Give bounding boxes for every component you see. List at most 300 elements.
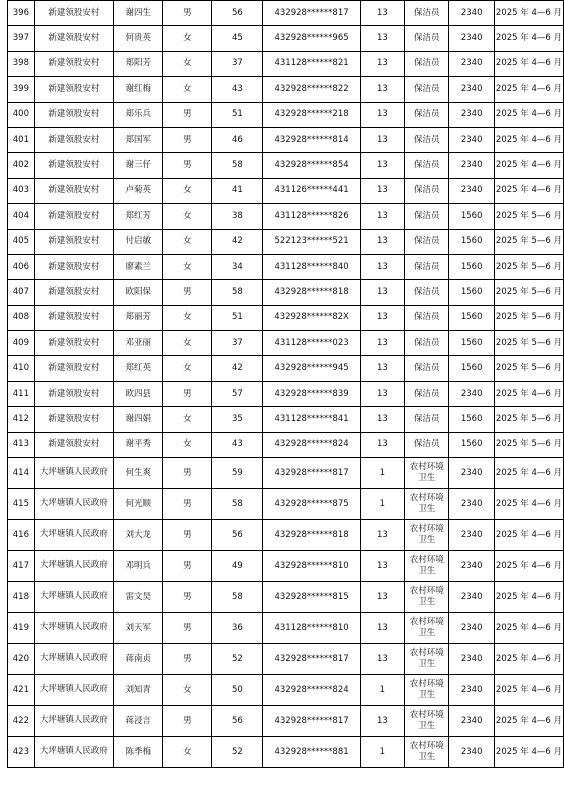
- cell-no: 405: [8, 229, 35, 254]
- cell-unit: 新建领股安村: [34, 305, 113, 330]
- table-row: [8, 489, 564, 520]
- cell-post: 保洁员: [404, 432, 449, 457]
- cell-unit: 新建领股安村: [34, 356, 113, 381]
- cell-name: 何光顺: [114, 489, 163, 520]
- table-row: [8, 102, 564, 127]
- cell-post: 保洁员: [404, 331, 449, 356]
- table-row: [8, 356, 564, 381]
- cell-period: 2025 年 4—6 月: [494, 706, 563, 737]
- cell-period: 2025 年 4—6 月: [494, 153, 563, 178]
- cell-age: 58: [212, 280, 263, 305]
- cell-post: 保洁员: [404, 407, 449, 432]
- cell-period: 2025 年 4—6 月: [494, 178, 563, 203]
- cell-name: 蒋浸言: [114, 706, 163, 737]
- cell-gender: 女: [163, 432, 212, 457]
- cell-gender: 女: [163, 331, 212, 356]
- cell-name: 谢三仔: [114, 153, 163, 178]
- cell-id: 432928******965: [263, 26, 360, 51]
- cell-id: 432928******839: [263, 381, 360, 406]
- cell-period: 2025 年 5—6 月: [494, 254, 563, 279]
- cell-months: 13: [360, 254, 404, 279]
- cell-post: 农村环境卫生: [404, 458, 449, 489]
- cell-post: 保洁员: [404, 280, 449, 305]
- cell-gender: 女: [163, 407, 212, 432]
- cell-id: 432928******824: [263, 675, 360, 706]
- cell-no: 403: [8, 178, 35, 203]
- cell-id: 432928******818: [263, 280, 360, 305]
- cell-amount: 1560: [449, 305, 494, 330]
- cell-period: 2025 年 5—6 月: [494, 407, 563, 432]
- cell-period: 2025 年 4—6 月: [494, 381, 563, 406]
- cell-gender: 女: [163, 204, 212, 229]
- cell-age: 46: [212, 127, 263, 152]
- cell-amount: 1560: [449, 204, 494, 229]
- cell-age: 38: [212, 204, 263, 229]
- cell-amount: 2340: [449, 102, 494, 127]
- cell-no: 410: [8, 356, 35, 381]
- cell-post: 农村环境卫生: [404, 644, 449, 675]
- cell-unit: 新建领股安村: [34, 153, 113, 178]
- cell-months: 13: [360, 102, 404, 127]
- cell-months: 13: [360, 305, 404, 330]
- cell-id: 431128******826: [263, 204, 360, 229]
- cell-period: 2025 年 4—6 月: [494, 613, 563, 644]
- cell-amount: 1560: [449, 407, 494, 432]
- cell-period: 2025 年 4—6 月: [494, 520, 563, 551]
- cell-unit: 大坪塘镇人民政府: [34, 489, 113, 520]
- cell-unit: 大坪塘镇人民政府: [34, 737, 113, 768]
- cell-post: 保洁员: [404, 178, 449, 203]
- subsidy-roster-table: [7, 0, 564, 768]
- cell-no: 407: [8, 280, 35, 305]
- cell-amount: 2340: [449, 178, 494, 203]
- cell-gender: 女: [163, 356, 212, 381]
- cell-post: 农村环境卫生: [404, 706, 449, 737]
- cell-gender: 女: [163, 254, 212, 279]
- cell-amount: 2340: [449, 520, 494, 551]
- cell-months: 13: [360, 51, 404, 76]
- cell-gender: 男: [163, 102, 212, 127]
- cell-unit: 新建领股安村: [34, 229, 113, 254]
- cell-age: 59: [212, 458, 263, 489]
- cell-id: 432928******822: [263, 77, 360, 102]
- roster-sheet: [7, 0, 564, 768]
- cell-id: 522123******521: [263, 229, 360, 254]
- cell-no: 420: [8, 644, 35, 675]
- cell-months: 13: [360, 77, 404, 102]
- cell-no: 398: [8, 51, 35, 76]
- cell-gender: 男: [163, 153, 212, 178]
- cell-unit: 大坪塘镇人民政府: [34, 582, 113, 613]
- cell-months: 13: [360, 381, 404, 406]
- table-row: [8, 77, 564, 102]
- cell-age: 58: [212, 582, 263, 613]
- cell-no: 408: [8, 305, 35, 330]
- cell-months: 13: [360, 178, 404, 203]
- cell-period: 2025 年 4—6 月: [494, 489, 563, 520]
- cell-no: 421: [8, 675, 35, 706]
- cell-age: 42: [212, 356, 263, 381]
- cell-unit: 新建领股安村: [34, 26, 113, 51]
- table-row: [8, 381, 564, 406]
- cell-name: 陈季梅: [114, 737, 163, 768]
- cell-months: 13: [360, 551, 404, 582]
- cell-id: 432928******875: [263, 489, 360, 520]
- table-row: [8, 407, 564, 432]
- cell-id: 432928******817: [263, 644, 360, 675]
- cell-months: 13: [360, 153, 404, 178]
- cell-post: 农村环境卫生: [404, 675, 449, 706]
- cell-id: 432928******815: [263, 582, 360, 613]
- cell-gender: 男: [163, 644, 212, 675]
- table-row: [8, 675, 564, 706]
- cell-period: 2025 年 5—6 月: [494, 204, 563, 229]
- cell-amount: 1560: [449, 280, 494, 305]
- cell-name: 谢四娟: [114, 407, 163, 432]
- cell-period: 2025 年 4—6 月: [494, 551, 563, 582]
- cell-gender: 男: [163, 381, 212, 406]
- cell-period: 2025 年 4—6 月: [494, 51, 563, 76]
- cell-age: 52: [212, 737, 263, 768]
- cell-id: 431128******821: [263, 51, 360, 76]
- cell-amount: 1560: [449, 432, 494, 457]
- cell-amount: 2340: [449, 644, 494, 675]
- cell-post: 农村环境卫生: [404, 613, 449, 644]
- cell-name: 卢菊英: [114, 178, 163, 203]
- cell-post: 保洁员: [404, 204, 449, 229]
- cell-amount: 2340: [449, 26, 494, 51]
- cell-months: 1: [360, 489, 404, 520]
- cell-name: 谢四生: [114, 1, 163, 26]
- table-row: [8, 737, 564, 768]
- cell-no: 404: [8, 204, 35, 229]
- cell-period: 2025 年 4—6 月: [494, 644, 563, 675]
- cell-no: 401: [8, 127, 35, 152]
- cell-months: 1: [360, 675, 404, 706]
- table-row: [8, 551, 564, 582]
- cell-gender: 女: [163, 77, 212, 102]
- cell-no: 422: [8, 706, 35, 737]
- cell-gender: 女: [163, 305, 212, 330]
- cell-gender: 男: [163, 280, 212, 305]
- cell-period: 2025 年 4—6 月: [494, 127, 563, 152]
- cell-amount: 2340: [449, 381, 494, 406]
- cell-no: 418: [8, 582, 35, 613]
- table-row: [8, 204, 564, 229]
- cell-name: 郑阳芳: [114, 51, 163, 76]
- cell-no: 399: [8, 77, 35, 102]
- cell-amount: 2340: [449, 458, 494, 489]
- table-row: [8, 706, 564, 737]
- cell-period: 2025 年 4—6 月: [494, 582, 563, 613]
- cell-name: 何贵英: [114, 26, 163, 51]
- cell-amount: 2340: [449, 551, 494, 582]
- cell-post: 保洁员: [404, 229, 449, 254]
- cell-name: 廖素兰: [114, 254, 163, 279]
- cell-name: 谢红梅: [114, 77, 163, 102]
- cell-period: 2025 年 4—6 月: [494, 675, 563, 706]
- cell-gender: 女: [163, 675, 212, 706]
- cell-age: 36: [212, 613, 263, 644]
- cell-no: 406: [8, 254, 35, 279]
- cell-age: 35: [212, 407, 263, 432]
- cell-age: 37: [212, 51, 263, 76]
- cell-months: 13: [360, 706, 404, 737]
- cell-period: 2025 年 5—6 月: [494, 229, 563, 254]
- cell-gender: 男: [163, 127, 212, 152]
- cell-unit: 大坪塘镇人民政府: [34, 675, 113, 706]
- table-row: [8, 613, 564, 644]
- cell-period: 2025 年 5—6 月: [494, 356, 563, 381]
- cell-months: 13: [360, 229, 404, 254]
- table-row: [8, 280, 564, 305]
- cell-no: 419: [8, 613, 35, 644]
- cell-name: 郑红芳: [114, 204, 163, 229]
- cell-post: 保洁员: [404, 254, 449, 279]
- cell-no: 412: [8, 407, 35, 432]
- cell-months: 13: [360, 432, 404, 457]
- cell-age: 50: [212, 675, 263, 706]
- cell-post: 农村环境卫生: [404, 582, 449, 613]
- cell-amount: 1560: [449, 254, 494, 279]
- cell-post: 保洁员: [404, 381, 449, 406]
- cell-gender: 男: [163, 458, 212, 489]
- cell-age: 58: [212, 153, 263, 178]
- cell-name: 何生爽: [114, 458, 163, 489]
- cell-period: 2025 年 5—6 月: [494, 305, 563, 330]
- cell-age: 57: [212, 381, 263, 406]
- cell-name: 邓亚丽: [114, 331, 163, 356]
- cell-post: 农村环境卫生: [404, 737, 449, 768]
- cell-age: 37: [212, 331, 263, 356]
- cell-name: 付启敏: [114, 229, 163, 254]
- cell-period: 2025 年 4—6 月: [494, 1, 563, 26]
- cell-age: 43: [212, 432, 263, 457]
- cell-id: 432928******82X: [263, 305, 360, 330]
- cell-id: 432928******854: [263, 153, 360, 178]
- cell-unit: 新建领股安村: [34, 51, 113, 76]
- cell-amount: 2340: [449, 127, 494, 152]
- cell-unit: 新建领股安村: [34, 127, 113, 152]
- cell-months: 13: [360, 26, 404, 51]
- cell-name: 谢平秀: [114, 432, 163, 457]
- cell-unit: 大坪塘镇人民政府: [34, 706, 113, 737]
- cell-id: 432928******945: [263, 356, 360, 381]
- cell-period: 2025 年 4—6 月: [494, 26, 563, 51]
- cell-no: 409: [8, 331, 35, 356]
- cell-id: 431128******023: [263, 331, 360, 356]
- cell-months: 1: [360, 737, 404, 768]
- cell-gender: 男: [163, 489, 212, 520]
- cell-gender: 男: [163, 706, 212, 737]
- cell-post: 农村环境卫生: [404, 520, 449, 551]
- cell-age: 56: [212, 1, 263, 26]
- cell-no: 414: [8, 458, 35, 489]
- cell-post: 保洁员: [404, 305, 449, 330]
- cell-period: 2025 年 5—6 月: [494, 432, 563, 457]
- cell-post: 保洁员: [404, 51, 449, 76]
- cell-gender: 女: [163, 737, 212, 768]
- cell-age: 52: [212, 644, 263, 675]
- cell-no: 397: [8, 26, 35, 51]
- cell-unit: 新建领股安村: [34, 280, 113, 305]
- cell-months: 13: [360, 331, 404, 356]
- cell-amount: 2340: [449, 51, 494, 76]
- cell-unit: 新建领股安村: [34, 178, 113, 203]
- cell-no: 415: [8, 489, 35, 520]
- table-row: [8, 305, 564, 330]
- cell-gender: 女: [163, 26, 212, 51]
- cell-amount: 2340: [449, 1, 494, 26]
- cell-age: 42: [212, 229, 263, 254]
- cell-unit: 新建领股安村: [34, 1, 113, 26]
- table-row: [8, 331, 564, 356]
- cell-id: 432928******824: [263, 432, 360, 457]
- cell-id: 432928******218: [263, 102, 360, 127]
- cell-name: 欧阳保: [114, 280, 163, 305]
- cell-id: 432928******817: [263, 706, 360, 737]
- cell-name: 郑红英: [114, 356, 163, 381]
- cell-unit: 新建领股安村: [34, 77, 113, 102]
- cell-no: 400: [8, 102, 35, 127]
- cell-id: 431128******840: [263, 254, 360, 279]
- cell-no: 411: [8, 381, 35, 406]
- cell-no: 402: [8, 153, 35, 178]
- cell-name: 郑国军: [114, 127, 163, 152]
- cell-gender: 男: [163, 1, 212, 26]
- cell-period: 2025 年 4—6 月: [494, 102, 563, 127]
- cell-unit: 新建领股安村: [34, 331, 113, 356]
- cell-name: 刘天军: [114, 613, 163, 644]
- cell-name: 刘知青: [114, 675, 163, 706]
- cell-unit: 新建领股安村: [34, 432, 113, 457]
- cell-age: 41: [212, 178, 263, 203]
- cell-gender: 男: [163, 613, 212, 644]
- cell-period: 2025 年 5—6 月: [494, 331, 563, 356]
- cell-gender: 男: [163, 551, 212, 582]
- roster-body: [8, 1, 564, 768]
- cell-id: 431128******810: [263, 613, 360, 644]
- cell-post: 保洁员: [404, 26, 449, 51]
- cell-post: 保洁员: [404, 102, 449, 127]
- cell-post: 保洁员: [404, 1, 449, 26]
- cell-months: 1: [360, 458, 404, 489]
- cell-unit: 新建领股安村: [34, 204, 113, 229]
- cell-name: 欧四县: [114, 381, 163, 406]
- cell-months: 13: [360, 582, 404, 613]
- cell-no: 417: [8, 551, 35, 582]
- cell-amount: 1560: [449, 229, 494, 254]
- cell-unit: 大坪塘镇人民政府: [34, 644, 113, 675]
- cell-name: 刘大龙: [114, 520, 163, 551]
- cell-age: 51: [212, 102, 263, 127]
- cell-amount: 2340: [449, 582, 494, 613]
- cell-name: 郑丽芳: [114, 305, 163, 330]
- cell-amount: 2340: [449, 489, 494, 520]
- cell-gender: 男: [163, 582, 212, 613]
- cell-period: 2025 年 4—6 月: [494, 737, 563, 768]
- cell-unit: 大坪塘镇人民政府: [34, 458, 113, 489]
- cell-id: 432928******817: [263, 458, 360, 489]
- cell-months: 13: [360, 407, 404, 432]
- cell-amount: 2340: [449, 153, 494, 178]
- cell-amount: 2340: [449, 77, 494, 102]
- cell-age: 56: [212, 706, 263, 737]
- cell-months: 13: [360, 127, 404, 152]
- cell-id: 432928******817: [263, 1, 360, 26]
- cell-months: 13: [360, 280, 404, 305]
- table-row: [8, 26, 564, 51]
- cell-post: 保洁员: [404, 127, 449, 152]
- cell-unit: 大坪塘镇人民政府: [34, 520, 113, 551]
- table-row: [8, 178, 564, 203]
- cell-age: 45: [212, 26, 263, 51]
- cell-unit: 新建领股安村: [34, 381, 113, 406]
- table-row: [8, 520, 564, 551]
- cell-id: 432928******881: [263, 737, 360, 768]
- cell-months: 13: [360, 644, 404, 675]
- cell-gender: 男: [163, 520, 212, 551]
- cell-name: 蒋南贞: [114, 644, 163, 675]
- cell-gender: 女: [163, 178, 212, 203]
- cell-age: 58: [212, 489, 263, 520]
- cell-amount: 2340: [449, 675, 494, 706]
- cell-period: 2025 年 4—6 月: [494, 458, 563, 489]
- table-row: [8, 432, 564, 457]
- cell-id: 432928******818: [263, 520, 360, 551]
- cell-period: 2025 年 5—6 月: [494, 280, 563, 305]
- cell-months: 13: [360, 356, 404, 381]
- cell-period: 2025 年 4—6 月: [494, 77, 563, 102]
- cell-unit: 新建领股安村: [34, 407, 113, 432]
- cell-no: 413: [8, 432, 35, 457]
- cell-unit: 新建领股安村: [34, 102, 113, 127]
- cell-age: 43: [212, 77, 263, 102]
- cell-no: 423: [8, 737, 35, 768]
- cell-post: 农村环境卫生: [404, 551, 449, 582]
- cell-name: 邓明兵: [114, 551, 163, 582]
- cell-id: 431128******841: [263, 407, 360, 432]
- cell-months: 13: [360, 613, 404, 644]
- cell-post: 保洁员: [404, 77, 449, 102]
- cell-id: 431126******441: [263, 178, 360, 203]
- cell-age: 49: [212, 551, 263, 582]
- cell-months: 13: [360, 1, 404, 26]
- cell-post: 保洁员: [404, 356, 449, 381]
- cell-amount: 2340: [449, 706, 494, 737]
- cell-id: 432928******814: [263, 127, 360, 152]
- table-row: [8, 254, 564, 279]
- table-row: [8, 153, 564, 178]
- cell-name: 郑乐兵: [114, 102, 163, 127]
- cell-months: 13: [360, 204, 404, 229]
- cell-amount: 1560: [449, 331, 494, 356]
- cell-post: 保洁员: [404, 153, 449, 178]
- cell-gender: 女: [163, 51, 212, 76]
- table-row: [8, 127, 564, 152]
- table-row: [8, 644, 564, 675]
- table-row: [8, 1, 564, 26]
- cell-name: 雷文昊: [114, 582, 163, 613]
- cell-no: 416: [8, 520, 35, 551]
- table-row: [8, 51, 564, 76]
- table-row: [8, 229, 564, 254]
- cell-unit: 大坪塘镇人民政府: [34, 551, 113, 582]
- cell-id: 432928******810: [263, 551, 360, 582]
- cell-unit: 新建领股安村: [34, 254, 113, 279]
- cell-months: 13: [360, 520, 404, 551]
- cell-amount: 2340: [449, 737, 494, 768]
